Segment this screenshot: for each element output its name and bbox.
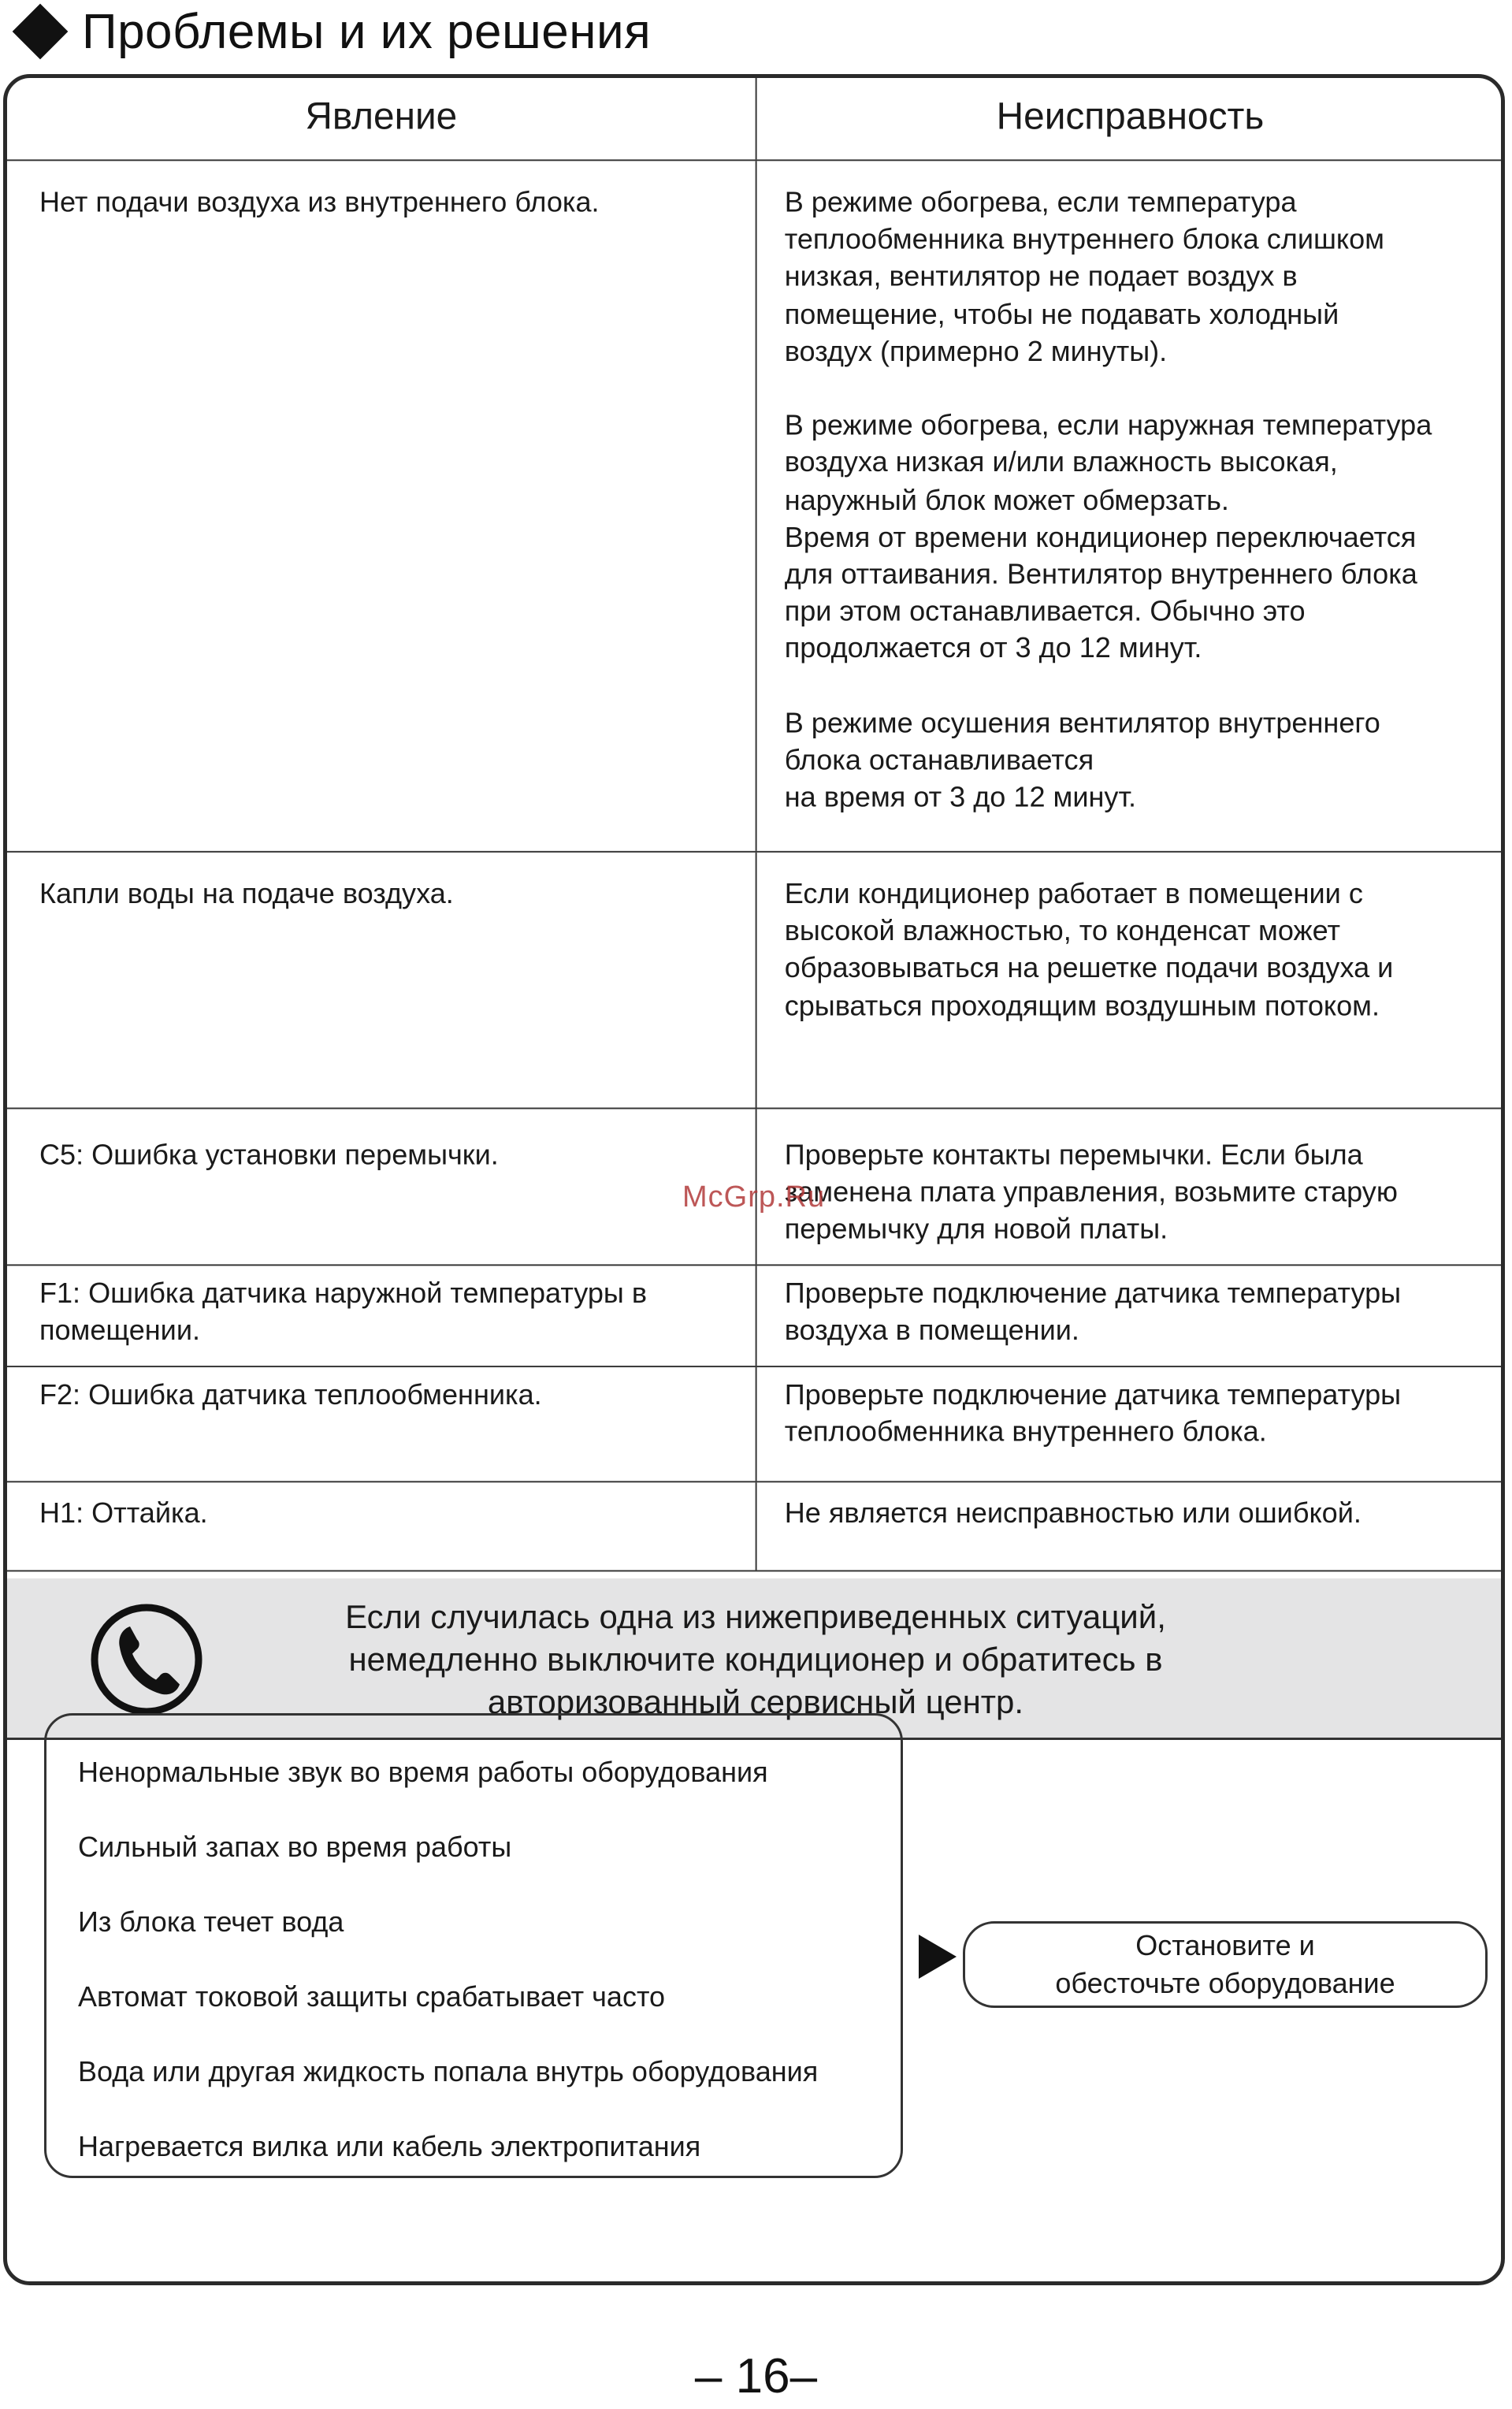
- notice-text: Если случилась одна из нижеприведенных ситуаций, немедленно выключите кондиционер и обратитесь в авторизованный сервисный центр.: [345, 1598, 1166, 1720]
- situations-list: [44, 1713, 903, 2178]
- phone-icon: [87, 1600, 206, 1719]
- table-row: [7, 1367, 1503, 1482]
- list-item: Нагревается вилка или кабель электропитания: [78, 2130, 701, 2162]
- diamond-bullet-icon: [13, 4, 69, 60]
- list-item: Автомат токовой защиты срабатывает часто: [78, 1980, 666, 2013]
- cause-cell: [756, 1482, 1504, 1570]
- cause-paragraph: Если кондиционер работает в помещении с высокой влажностью, то конденсат может образовываться на решетке подачи воздуха и срываться проходящим воздушным потоком.: [784, 877, 1394, 1021]
- table-row: [7, 161, 1503, 853]
- symptom-cell: F2: Ошибка датчика теплообменника.: [39, 1377, 542, 1411]
- page-title: Проблемы и их решения: [82, 4, 652, 59]
- symptom-cell: F1: Ошибка датчика наружной температуры в помещении.: [39, 1277, 648, 1347]
- list-item: Из блока течет вода: [78, 1905, 344, 1938]
- action-box: Остановите и обесточьте оборудование: [963, 1921, 1488, 2008]
- table-row: [7, 853, 1503, 1110]
- arrow-right-icon: [919, 1935, 957, 1979]
- header-symptom: Явление: [305, 97, 458, 139]
- cause-paragraph: Проверьте контакты перемычки. Если была заменена плата управления, возьмите старую перемычку для новой платы.: [784, 1138, 1398, 1245]
- cause-paragraph: В режиме обогрева, если температура теплообменника внутреннего блока слишком низкая, вентилятор не подает воздух в помещение, чтобы не подавать холодный воздух (примерно 2 минуты).: [784, 185, 1384, 367]
- symptom-cell: H1: Оттайка.: [39, 1496, 208, 1529]
- watermark: McGrp.Ru: [682, 1180, 826, 1214]
- page-number: – 16–: [694, 2349, 818, 2403]
- cause-paragraph: Проверьте подключение датчика температуры теплообменника внутреннего блока.: [784, 1377, 1402, 1448]
- list-item: Ненормальные звук во время работы оборудования: [78, 1756, 768, 1788]
- symptom-cell: Капли воды на подаче воздуха.: [39, 877, 454, 909]
- list-item: Сильный запах во время работы: [78, 1831, 512, 1863]
- table-row: [7, 1482, 1503, 1571]
- cause-cell: [756, 161, 1504, 851]
- table-row: [7, 1266, 1503, 1367]
- page-header: [5, 0, 651, 63]
- list-item: Вода или другая жидкость попала внутрь оборудования: [78, 2055, 819, 2087]
- cause-cell: [756, 853, 1504, 1108]
- cause-paragraph: В режиме осушения вентилятор внутреннего блока останавливается на время от 3 до 12 минут.: [784, 706, 1380, 813]
- header-cause: Неисправность: [756, 78, 1504, 159]
- cause-paragraph: Проверьте подключение датчика температуры воздуха в помещении.: [784, 1277, 1402, 1347]
- cause-cell: [756, 1266, 1504, 1366]
- symptom-cell: C5: Ошибка установки перемычки.: [39, 1138, 499, 1171]
- cause-cell: [756, 1109, 1504, 1264]
- cause-paragraph: Не является неисправностью или ошибкой.: [784, 1496, 1362, 1529]
- cause-cell: [756, 1367, 1504, 1481]
- table-header-row: [7, 78, 1503, 161]
- cause-paragraph: В режиме обогрева, если наружная температура воздуха низкая и/или влажность высокая, наружный блок может обмерзать. Время от времени кондиционер переключается для оттаивания. Вентилятор внутреннего блока при этом останавливается. Обычно это продолжается от 3 до 12 минут.: [784, 408, 1432, 664]
- symptom-cell: Нет подачи воздуха из внутреннего блока.: [39, 185, 600, 218]
